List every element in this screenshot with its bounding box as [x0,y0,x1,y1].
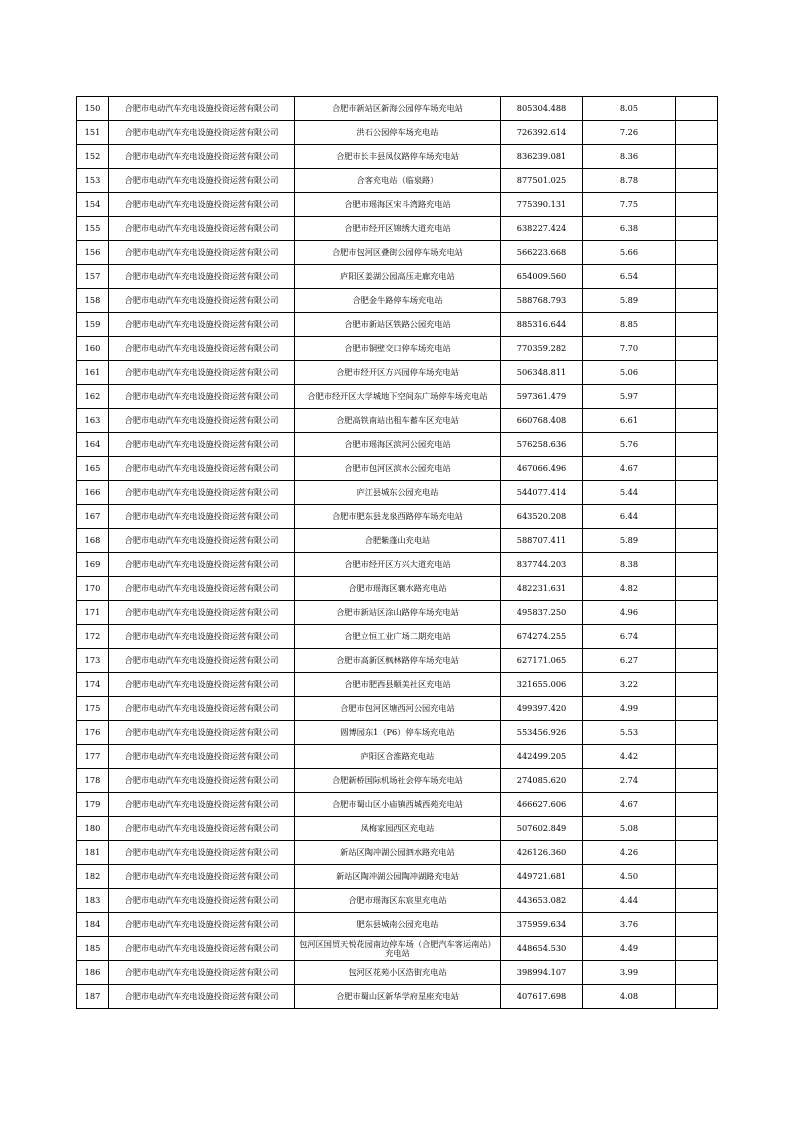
value-cell: 6.61 [583,409,676,433]
row-number-cell: 169 [77,553,109,577]
station-name-cell: 庐阳区姜湖公园高压走廊充电站 [295,265,501,289]
row-number-cell: 179 [77,793,109,817]
row-number-cell: 157 [77,265,109,289]
company-name-cell: 合肥市电动汽车充电设施投资运营有限公司 [109,193,295,217]
station-name-cell: 凤梅家园西区充电站 [295,817,501,841]
table-row [77,337,718,361]
value-cell: 7.75 [583,193,676,217]
note-cell [676,169,718,193]
company-name-cell: 合肥市电动汽车充电设施投资运营有限公司 [109,721,295,745]
amount-cell: 443653.082 [501,889,583,913]
amount-cell: 398994.107 [501,961,583,985]
row-number-cell: 177 [77,745,109,769]
company-name-cell: 合肥市电动汽车充电设施投资运营有限公司 [109,817,295,841]
note-cell [676,721,718,745]
row-number-cell: 184 [77,913,109,937]
table-row [77,481,718,505]
row-number-cell: 167 [77,505,109,529]
station-name-cell: 合肥市瑶海区襄水路充电站 [295,577,501,601]
row-number-cell: 180 [77,817,109,841]
company-name-cell: 合肥市电动汽车充电设施投资运营有限公司 [109,889,295,913]
amount-cell: 375959.634 [501,913,583,937]
table-row [77,457,718,481]
table-row [77,961,718,985]
company-name-cell: 合肥市电动汽车充电设施投资运营有限公司 [109,913,295,937]
table-row [77,793,718,817]
value-cell: 4.08 [583,985,676,1009]
station-name-cell: 庐阳区合淮路充电站 [295,745,501,769]
table-row [77,97,718,121]
value-cell: 6.27 [583,649,676,673]
table-row [77,625,718,649]
table-row [77,121,718,145]
table-row [77,409,718,433]
amount-cell: 506348.811 [501,361,583,385]
note-cell [676,553,718,577]
note-cell [676,625,718,649]
value-cell: 5.66 [583,241,676,265]
table-row [77,193,718,217]
value-cell: 4.26 [583,841,676,865]
company-name-cell: 合肥市电动汽车充电设施投资运营有限公司 [109,169,295,193]
company-name-cell: 合肥市电动汽车充电设施投资运营有限公司 [109,937,295,961]
company-name-cell: 合肥市电动汽车充电设施投资运营有限公司 [109,697,295,721]
row-number-cell: 186 [77,961,109,985]
value-cell: 5.08 [583,817,676,841]
value-cell: 6.54 [583,265,676,289]
note-cell [676,649,718,673]
station-name-cell: 庐江县城东公园充电站 [295,481,501,505]
company-name-cell: 合肥市电动汽车充电设施投资运营有限公司 [109,649,295,673]
table-row [77,937,718,961]
note-cell [676,529,718,553]
amount-cell: 448654.530 [501,937,583,961]
row-number-cell: 153 [77,169,109,193]
company-name-cell: 合肥市电动汽车充电设施投资运营有限公司 [109,673,295,697]
table-row [77,721,718,745]
table-row [77,673,718,697]
row-number-cell: 173 [77,649,109,673]
value-cell: 4.50 [583,865,676,889]
value-cell: 5.89 [583,289,676,313]
amount-cell: 576258.636 [501,433,583,457]
row-number-cell: 154 [77,193,109,217]
company-name-cell: 合肥市电动汽车充电设施投资运营有限公司 [109,769,295,793]
value-cell: 5.76 [583,433,676,457]
company-name-cell: 合肥市电动汽车充电设施投资运营有限公司 [109,265,295,289]
value-cell: 5.06 [583,361,676,385]
table-row [77,145,718,169]
amount-cell: 877501.025 [501,169,583,193]
amount-cell: 495837.250 [501,601,583,625]
value-cell: 4.82 [583,577,676,601]
station-name-cell: 合肥市经开区锦绣大道充电站 [295,217,501,241]
row-number-cell: 170 [77,577,109,601]
table-row [77,265,718,289]
amount-cell: 837744.203 [501,553,583,577]
value-cell: 4.99 [583,697,676,721]
station-name-cell: 合肥市瑶海区宋斗湾路充电站 [295,193,501,217]
station-name-cell: 合肥市铜壁交口停车场充电站 [295,337,501,361]
amount-cell: 442499.205 [501,745,583,769]
station-name-cell: 包河区花苑小区浩街充电站 [295,961,501,985]
table-row [77,577,718,601]
amount-cell: 775390.131 [501,193,583,217]
row-number-cell: 174 [77,673,109,697]
table-row [77,769,718,793]
note-cell [676,913,718,937]
amount-cell: 588768.793 [501,289,583,313]
amount-cell: 544077.414 [501,481,583,505]
row-number-cell: 164 [77,433,109,457]
value-cell: 8.38 [583,553,676,577]
row-number-cell: 156 [77,241,109,265]
amount-cell: 597361.479 [501,385,583,409]
note-cell [676,289,718,313]
company-name-cell: 合肥市电动汽车充电设施投资运营有限公司 [109,865,295,889]
value-cell: 2.74 [583,769,676,793]
note-cell [676,865,718,889]
company-name-cell: 合肥市电动汽车充电设施投资运营有限公司 [109,529,295,553]
table-row [77,313,718,337]
company-name-cell: 合肥市电动汽车充电设施投资运营有限公司 [109,457,295,481]
company-name-cell: 合肥市电动汽车充电设施投资运营有限公司 [109,121,295,145]
station-name-cell: 合肥市蜀山区新华学府星座充电站 [295,985,501,1009]
company-name-cell: 合肥市电动汽车充电设施投资运营有限公司 [109,961,295,985]
value-cell: 4.96 [583,601,676,625]
company-name-cell: 合肥市电动汽车充电设施投资运营有限公司 [109,505,295,529]
station-name-cell: 合肥市肥西县顺美社区充电站 [295,673,501,697]
station-name-cell: 合肥市新站区新海公园停车场充电站 [295,97,501,121]
station-name-cell: 合肥市蜀山区小庙镇西城西苑充电站 [295,793,501,817]
note-cell [676,433,718,457]
amount-cell: 482231.631 [501,577,583,601]
amount-cell: 449721.681 [501,865,583,889]
note-cell [676,961,718,985]
value-cell: 8.85 [583,313,676,337]
value-cell: 5.44 [583,481,676,505]
note-cell [676,361,718,385]
row-number-cell: 178 [77,769,109,793]
amount-cell: 466627.606 [501,793,583,817]
value-cell: 6.44 [583,505,676,529]
note-cell [676,97,718,121]
row-number-cell: 158 [77,289,109,313]
row-number-cell: 155 [77,217,109,241]
row-number-cell: 166 [77,481,109,505]
company-name-cell: 合肥市电动汽车充电设施投资运营有限公司 [109,577,295,601]
note-cell [676,577,718,601]
station-name-cell: 合肥市新站区涂山路停车场充电站 [295,601,501,625]
amount-cell: 321655.006 [501,673,583,697]
company-name-cell: 合肥市电动汽车充电设施投资运营有限公司 [109,553,295,577]
amount-cell: 654009.560 [501,265,583,289]
amount-cell: 553456.926 [501,721,583,745]
table-row [77,649,718,673]
row-number-cell: 152 [77,145,109,169]
company-name-cell: 合肥市电动汽车充电设施投资运营有限公司 [109,433,295,457]
table-row [77,385,718,409]
company-name-cell: 合肥市电动汽车充电设施投资运营有限公司 [109,625,295,649]
station-name-cell: 合肥市包河区叠街公园停车场充电站 [295,241,501,265]
table-row [77,913,718,937]
station-name-cell: 合肥市新站区铁路公园充电站 [295,313,501,337]
row-number-cell: 168 [77,529,109,553]
note-cell [676,409,718,433]
note-cell [676,889,718,913]
company-name-cell: 合肥市电动汽车充电设施投资运营有限公司 [109,985,295,1009]
table-row [77,745,718,769]
amount-cell: 499397.420 [501,697,583,721]
table-row [77,505,718,529]
table-row [77,169,718,193]
value-cell: 4.67 [583,793,676,817]
station-name-cell: 合肥新桥国际机场社会停车场充电站 [295,769,501,793]
row-number-cell: 150 [77,97,109,121]
amount-cell: 885316.644 [501,313,583,337]
station-name-cell: 合肥立恒工业广场二期充电站 [295,625,501,649]
station-name-cell: 合肥市经开区方兴大道充电站 [295,553,501,577]
value-cell: 4.67 [583,457,676,481]
company-name-cell: 合肥市电动汽车充电设施投资运营有限公司 [109,145,295,169]
note-cell [676,313,718,337]
amount-cell: 426126.360 [501,841,583,865]
table-row [77,433,718,457]
company-name-cell: 合肥市电动汽车充电设施投资运营有限公司 [109,289,295,313]
station-name-cell: 合肥高铁南站出租车蓄车区充电站 [295,409,501,433]
note-cell [676,673,718,697]
note-cell [676,241,718,265]
value-cell: 4.44 [583,889,676,913]
company-name-cell: 合肥市电动汽车充电设施投资运营有限公司 [109,241,295,265]
table-row [77,217,718,241]
company-name-cell: 合肥市电动汽车充电设施投资运营有限公司 [109,361,295,385]
value-cell: 7.26 [583,121,676,145]
table-row [77,601,718,625]
amount-cell: 638227.424 [501,217,583,241]
station-name-cell: 肥东县城南公园充电站 [295,913,501,937]
row-number-cell: 183 [77,889,109,913]
company-name-cell: 合肥市电动汽车充电设施投资运营有限公司 [109,313,295,337]
station-name-cell: 合肥市高新区枫林路停车场充电站 [295,649,501,673]
value-cell: 4.42 [583,745,676,769]
row-number-cell: 171 [77,601,109,625]
value-cell: 5.97 [583,385,676,409]
row-number-cell: 151 [77,121,109,145]
company-name-cell: 合肥市电动汽车充电设施投资运营有限公司 [109,409,295,433]
station-name-cell: 合肥紫蓬山充电站 [295,529,501,553]
table-row [77,841,718,865]
station-name-cell: 合肥市经开区大学城地下空间东广场停车场充电站 [295,385,501,409]
company-name-cell: 合肥市电动汽车充电设施投资运营有限公司 [109,601,295,625]
amount-cell: 805304.488 [501,97,583,121]
value-cell: 5.89 [583,529,676,553]
table-row [77,241,718,265]
station-name-cell: 合肥市经开区方兴园停车场充电站 [295,361,501,385]
company-name-cell: 合肥市电动汽车充电设施投资运营有限公司 [109,97,295,121]
note-cell [676,481,718,505]
amount-cell: 627171.065 [501,649,583,673]
table-row [77,553,718,577]
note-cell [676,385,718,409]
note-cell [676,457,718,481]
note-cell [676,985,718,1009]
value-cell: 3.22 [583,673,676,697]
row-number-cell: 172 [77,625,109,649]
row-number-cell: 163 [77,409,109,433]
note-cell [676,505,718,529]
station-name-cell: 洪石公园停车场充电站 [295,121,501,145]
row-number-cell: 159 [77,313,109,337]
station-name-cell: 包河区国贸天悦花园南边停车场（合肥汽车客运南站）充电站 [295,937,501,961]
note-cell [676,601,718,625]
row-number-cell: 181 [77,841,109,865]
row-number-cell: 187 [77,985,109,1009]
note-cell [676,121,718,145]
note-cell [676,217,718,241]
amount-cell: 674274.255 [501,625,583,649]
note-cell [676,265,718,289]
station-name-cell: 合客充电站（临泉路） [295,169,501,193]
amount-cell: 836239.081 [501,145,583,169]
station-name-cell: 圆博园东1（P6）停车场充电站 [295,721,501,745]
amount-cell: 566223.668 [501,241,583,265]
company-name-cell: 合肥市电动汽车充电设施投资运营有限公司 [109,481,295,505]
station-name-cell: 合肥市包河区塘西河公园充电站 [295,697,501,721]
company-name-cell: 合肥市电动汽车充电设施投资运营有限公司 [109,841,295,865]
row-number-cell: 162 [77,385,109,409]
row-number-cell: 160 [77,337,109,361]
note-cell [676,817,718,841]
value-cell: 6.74 [583,625,676,649]
amount-cell: 507602.849 [501,817,583,841]
station-name-cell: 合肥市瑶海区滨河公园充电站 [295,433,501,457]
row-number-cell: 175 [77,697,109,721]
row-number-cell: 185 [77,937,109,961]
station-name-cell: 合肥市瑶海区东宸里充电站 [295,889,501,913]
value-cell: 8.36 [583,145,676,169]
note-cell [676,145,718,169]
company-name-cell: 合肥市电动汽车充电设施投资运营有限公司 [109,385,295,409]
amount-cell: 467066.496 [501,457,583,481]
value-cell: 3.76 [583,913,676,937]
note-cell [676,337,718,361]
value-cell: 8.05 [583,97,676,121]
amount-cell: 770359.282 [501,337,583,361]
value-cell: 8.78 [583,169,676,193]
amount-cell: 726392.614 [501,121,583,145]
amount-cell: 588707.411 [501,529,583,553]
company-name-cell: 合肥市电动汽车充电设施投资运营有限公司 [109,217,295,241]
note-cell [676,937,718,961]
row-number-cell: 176 [77,721,109,745]
company-name-cell: 合肥市电动汽车充电设施投资运营有限公司 [109,745,295,769]
station-name-cell: 合肥金牛路停车场充电站 [295,289,501,313]
note-cell [676,769,718,793]
note-cell [676,793,718,817]
table-row [77,889,718,913]
value-cell: 6.38 [583,217,676,241]
row-number-cell: 161 [77,361,109,385]
station-name-cell: 新站区陶冲湖公园陶冲湖路充电站 [295,865,501,889]
station-name-cell: 合肥市包河区滨水公园充电站 [295,457,501,481]
data-table [76,96,718,1009]
table-row [77,697,718,721]
value-cell: 5.53 [583,721,676,745]
amount-cell: 407617.698 [501,985,583,1009]
table-row [77,361,718,385]
table-row [77,529,718,553]
note-cell [676,841,718,865]
amount-cell: 660768.408 [501,409,583,433]
value-cell: 7.70 [583,337,676,361]
table-row [77,865,718,889]
note-cell [676,697,718,721]
table-body [77,97,718,1009]
value-cell: 3.99 [583,961,676,985]
note-cell [676,745,718,769]
company-name-cell: 合肥市电动汽车充电设施投资运营有限公司 [109,337,295,361]
amount-cell: 274085.620 [501,769,583,793]
note-cell [676,193,718,217]
station-name-cell: 合肥市长丰县凤仪路停车场充电站 [295,145,501,169]
table-row [77,817,718,841]
amount-cell: 643520.208 [501,505,583,529]
station-name-cell: 合肥市肥东县龙泉西路停车场充电站 [295,505,501,529]
row-number-cell: 182 [77,865,109,889]
table-row [77,985,718,1009]
station-name-cell: 新站区陶冲湖公园泗水路充电站 [295,841,501,865]
company-name-cell: 合肥市电动汽车充电设施投资运营有限公司 [109,793,295,817]
table-row [77,289,718,313]
row-number-cell: 165 [77,457,109,481]
value-cell: 4.49 [583,937,676,961]
